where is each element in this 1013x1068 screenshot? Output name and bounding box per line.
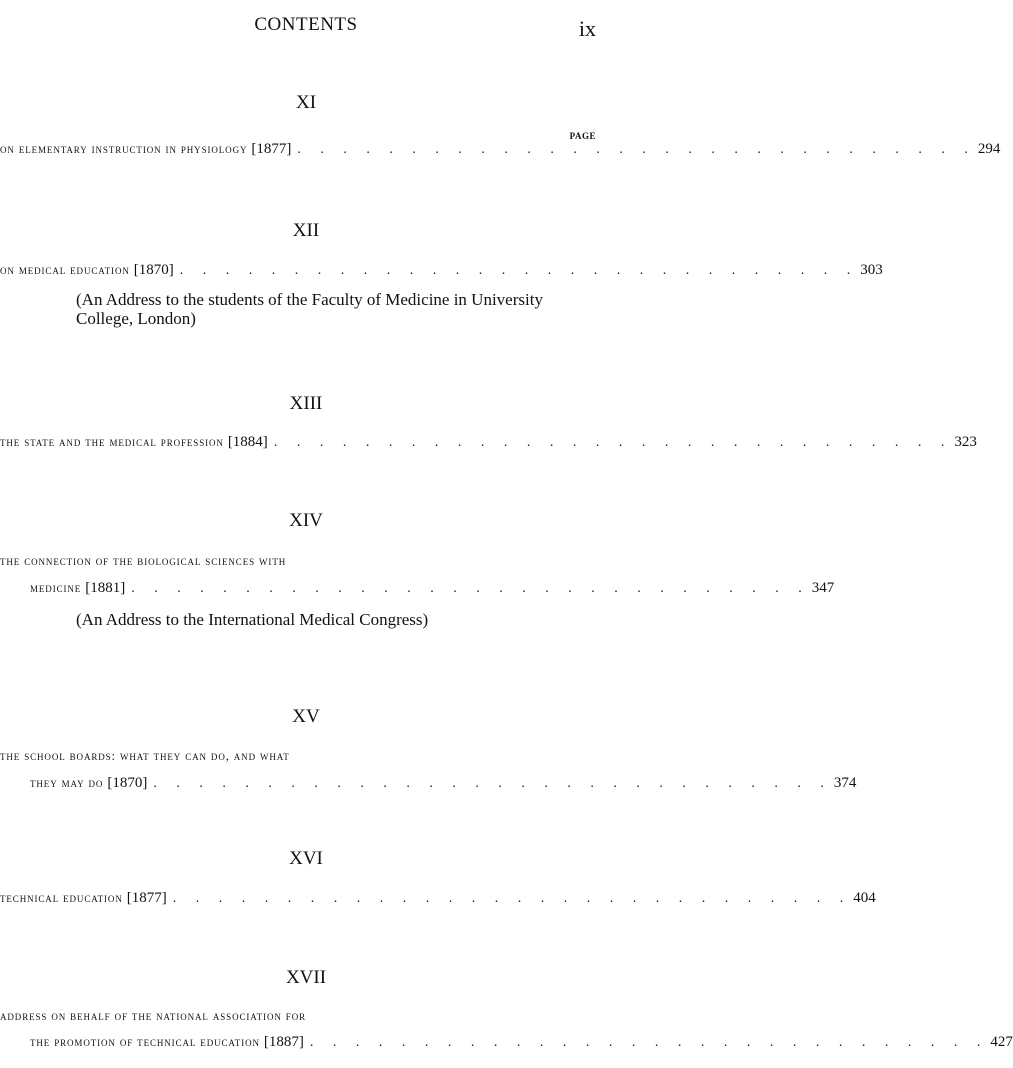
entry-page: 294 <box>977 141 1001 157</box>
entry-page: 347 <box>811 580 835 596</box>
entry-title: the connection of the biological sciences with <box>0 554 287 568</box>
page-title: CONTENTS <box>254 14 358 35</box>
section-numeral: XIII <box>289 393 323 414</box>
entry-title: address on behalf of the national association for <box>0 1009 306 1023</box>
section-numeral: XVI <box>289 848 323 869</box>
entry-year: [1887] <box>263 1034 304 1050</box>
dot-leader: . . . . . . . . . . . . . . . . . . . . . . . . . . . . . . <box>179 263 859 278</box>
section-numeral: XV <box>292 706 320 727</box>
entry-year: [1877] <box>251 141 292 157</box>
toc-entry <box>0 141 1001 158</box>
entry-year: [1877] <box>126 890 167 906</box>
toc-entry-continuation <box>30 775 857 792</box>
section-numeral: XII <box>292 220 320 241</box>
entry-year: [1881] <box>85 580 126 596</box>
toc-entry <box>0 554 596 569</box>
dot-leader: . . . . . . . . . . . . . . . . . . . . . . . . . . . . . . <box>273 435 953 450</box>
page-column-label: PAGE <box>569 131 596 141</box>
entry-year: [1884] <box>227 434 268 450</box>
entry-page: 374 <box>833 775 857 791</box>
toc-entry-continuation <box>30 580 835 597</box>
dot-leader: . . . . . . . . . . . . . . . . . . . . . . . . . . . . . . <box>131 581 810 596</box>
section-numeral: XVII <box>285 967 327 988</box>
entry-note: (An Address to the students of the Faculty of Medicine in University College, London) <box>76 290 543 328</box>
entry-year: [1870] <box>107 775 148 791</box>
entry-page: 323 <box>954 434 977 450</box>
toc-entry <box>0 890 876 907</box>
entry-title: the school boards: what they can do, and what <box>0 749 290 763</box>
section-numeral: XIV <box>289 510 323 531</box>
dot-leader: . . . . . . . . . . . . . . . . . . . . . . . . . . . . . . <box>172 891 852 906</box>
entry-title: on medical education <box>0 263 130 277</box>
page-number: ix <box>578 16 596 41</box>
toc-entry-continuation <box>30 1034 1013 1051</box>
dot-leader: . . . . . . . . . . . . . . . . . . . . . . . . . . . . . . <box>309 1035 989 1050</box>
entry-title: technical education <box>0 891 123 905</box>
toc-entry <box>0 434 977 451</box>
entry-title: the state and the medical profession <box>0 435 224 449</box>
entry-year: [1870] <box>133 262 174 278</box>
entry-title: the promotion of technical education <box>30 1035 260 1049</box>
entry-title: they may do <box>30 776 104 790</box>
entry-title: medicine <box>30 581 82 595</box>
toc-entry <box>0 749 596 764</box>
dot-leader: . . . . . . . . . . . . . . . . . . . . . . . . . . . . . . <box>153 776 832 791</box>
toc-entry <box>0 1009 596 1024</box>
entry-page: 404 <box>853 890 876 906</box>
dot-leader: . . . . . . . . . . . . . . . . . . . . . . . . . . . . . . <box>297 142 976 157</box>
entry-page: 303 <box>860 262 883 278</box>
entry-title: on elementary instruction in physiology <box>0 142 248 156</box>
toc-entry <box>0 262 883 279</box>
entry-page: 427 <box>990 1034 1013 1050</box>
section-numeral: XI <box>295 92 317 113</box>
entry-note: (An Address to the International Medical Congress) <box>76 610 429 629</box>
